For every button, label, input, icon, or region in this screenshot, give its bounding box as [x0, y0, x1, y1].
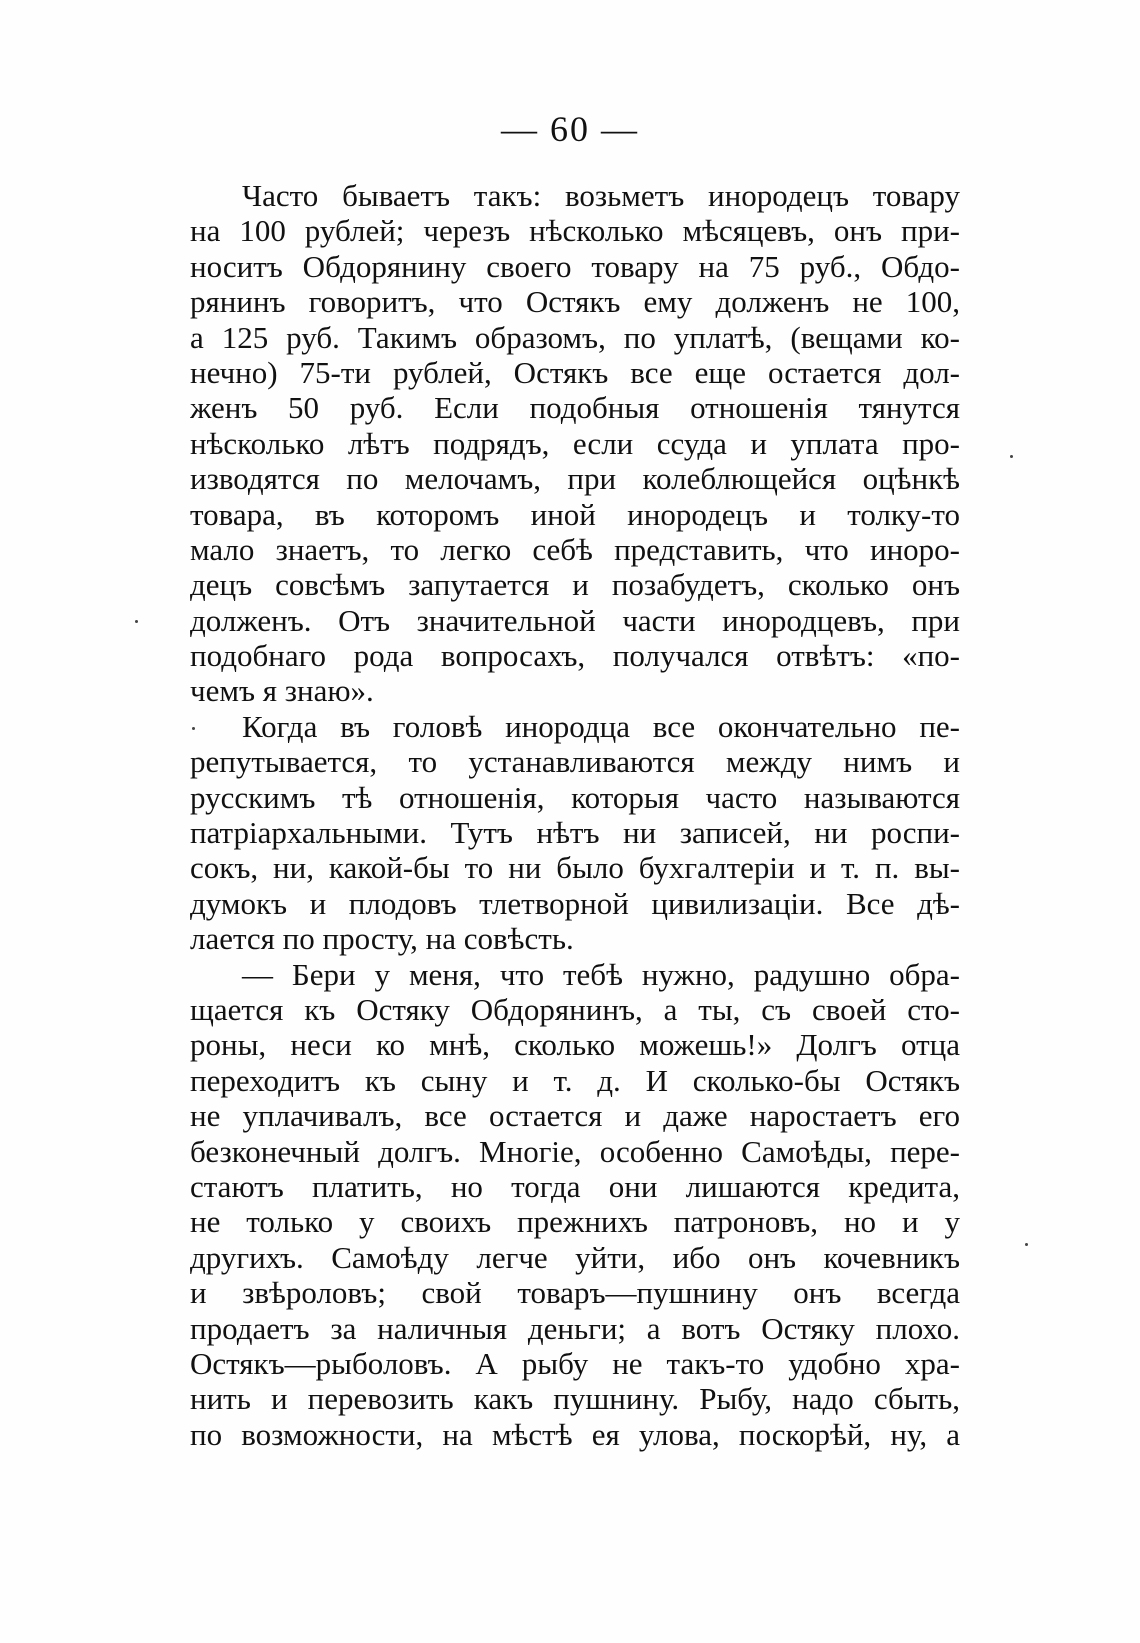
text-line: и звѣроловъ; свой товаръ—пушнину онъ всегда: [190, 1275, 960, 1311]
scan-speck: [1025, 1243, 1028, 1246]
text-line: нечно) 75-ти рублей, Остякъ все еще остается дол-: [190, 354, 960, 390]
text-line: нѣсколько лѣтъ подрядъ, если ссуда и уплата про-: [190, 425, 960, 461]
text-line: патріархальными. Тутъ нѣтъ ни записей, ни роспи-: [190, 815, 960, 851]
text-line: децъ совсѣмъ запутается и позабудетъ, сколько онъ: [190, 567, 960, 603]
text-line: — Бери у меня, что тебѣ нужно, радушно обра-: [242, 956, 960, 992]
text-line: изводятся по мелочамъ, при колеблющейся оцѣнкѣ: [190, 461, 960, 497]
text-line: Остякъ—рыболовъ. А рыбу не такъ-то удобно хра-: [190, 1345, 960, 1381]
text-line: чемъ я знаю».: [190, 673, 374, 709]
text-line: переходитъ къ сыну и т. д. И сколько-бы Остякъ: [190, 1062, 960, 1098]
body-text: [190, 178, 960, 1452]
text-line: репутывается, то устанавливаются между нимъ и: [190, 744, 960, 780]
text-line: носитъ Обдорянину своего товару на 75 руб., Обдо-: [190, 248, 960, 284]
text-line: русскимъ тѣ отношенія, которыя часто называются: [190, 779, 960, 815]
page-number: — 60 —: [501, 109, 639, 149]
text-line: безконечный долгъ. Многіе, особенно Самоѣды, пере-: [190, 1133, 960, 1169]
text-line: а 125 руб. Такимъ образомъ, по уплатѣ, (вещами ко-: [190, 319, 960, 355]
text-line: другихъ. Самоѣду легче уйти, ибо онъ кочевникъ: [190, 1239, 960, 1275]
text-line: сокъ, ни, какой-бы то ни было бухгалтеріи и т. п. вы-: [190, 850, 960, 886]
text-line: продаетъ за наличныя деньги; а вотъ Остяку плохо.: [190, 1310, 960, 1346]
text-line: не только у своихъ прежнихъ патроновъ, но и у: [190, 1204, 960, 1240]
text-line: думокъ и плодовъ тлетворной цивилизаціи. Все дѣ-: [190, 885, 960, 921]
scan-speck: [135, 620, 138, 623]
text-line: стаютъ платить, но тогда они лишаются кредита,: [190, 1168, 960, 1204]
text-line: женъ 50 руб. Если подобныя отношенія тянутся: [190, 390, 960, 426]
text-line: на 100 рублей; черезъ нѣсколько мѣсяцевъ, онъ при-: [190, 213, 960, 249]
text-line: не уплачивалъ, все остается и даже наростаетъ его: [190, 1098, 960, 1134]
text-line: рянинъ говоритъ, что Остякъ ему долженъ не 100,: [190, 284, 960, 320]
text-line: роны, неси ко мнѣ, сколько можешь!» Долгъ отца: [190, 1027, 960, 1063]
text-line: товара, въ которомъ иной инородецъ и толку-то: [190, 496, 960, 532]
text-line: Часто бываетъ такъ: возьметъ инородецъ товару: [242, 178, 960, 213]
text-line: щается къ Остяку Обдорянинъ, а ты, съ своей сто-: [190, 991, 960, 1027]
text-line: подобнаго рода вопросахъ, получался отвѣтъ: «по-: [190, 638, 960, 674]
text-line: мало знаетъ, то легко себѣ представить, что инoро-: [190, 531, 960, 567]
scan-speck: [1010, 455, 1013, 458]
scan-speck: [192, 727, 195, 730]
text-line: Когда въ головѣ инородца все окончательно пе-: [242, 708, 960, 744]
text-line: долженъ. Отъ значительной части инородцевъ, при: [190, 602, 960, 638]
text-line: по возможности, на мѣстѣ ея улова, поскорѣй, ну, а: [190, 1416, 960, 1452]
text-line: лается по просту, на совѣсть.: [190, 921, 574, 957]
text-line: нить и перевозить какъ пушнину. Рыбу, надо сбыть,: [190, 1381, 960, 1417]
